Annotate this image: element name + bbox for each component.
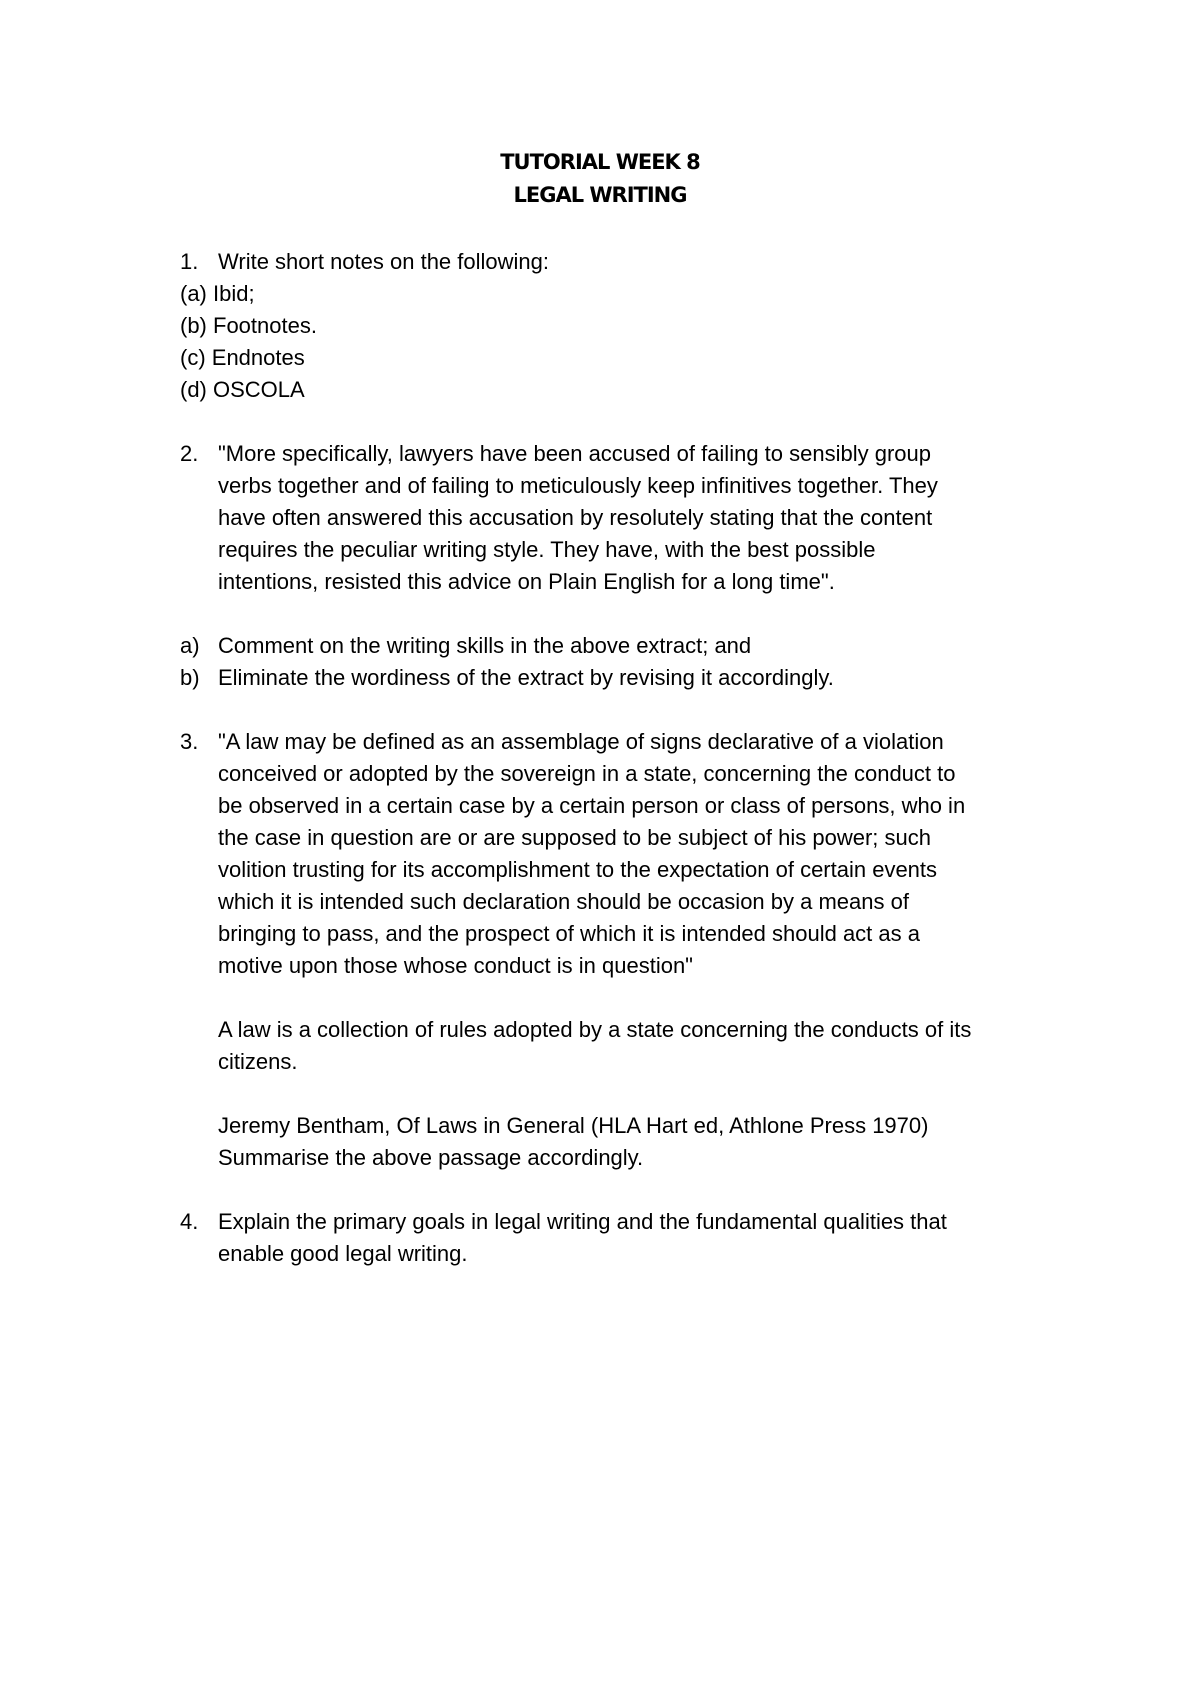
question-number: 4. bbox=[180, 1209, 199, 1234]
quote-line: volition trusting for its accomplishment to the expectation of certain events bbox=[218, 857, 938, 882]
quote-line: be observed in a certain case by a certain person or class of persons, who in bbox=[218, 793, 966, 818]
question-line: Explain the primary goals in legal writing and the fundamental qualities that bbox=[218, 1209, 947, 1234]
summary-line: citizens. bbox=[218, 1049, 298, 1074]
question-4 bbox=[180, 1206, 1060, 1270]
document-title: TUTORIAL WEEK 8 bbox=[500, 150, 700, 174]
quote-line: which it is intended such declaration should be occasion by a means of bbox=[218, 889, 909, 914]
question-number: 2. bbox=[180, 441, 199, 466]
question-prompt: Write short notes on the following: bbox=[218, 249, 549, 274]
question-2 bbox=[180, 438, 1060, 598]
list-item: (c) Endnotes bbox=[180, 345, 305, 370]
citation: Jeremy Bentham, Of Laws in General (HLA Hart ed, Athlone Press 1970) bbox=[218, 1113, 929, 1138]
instruction: Summarise the above passage accordingly. bbox=[218, 1145, 644, 1170]
question-3 bbox=[180, 726, 1060, 982]
part-text: Comment on the writing skills in the above extract; and bbox=[218, 633, 752, 658]
extract-line: requires the peculiar writing style. They have, with the best possible bbox=[218, 537, 876, 562]
question-line: enable good legal writing. bbox=[218, 1241, 468, 1266]
question-number: 3. bbox=[180, 729, 199, 754]
question-2-part-b bbox=[180, 662, 1060, 694]
list-item: (d) OSCOLA bbox=[180, 377, 305, 402]
extract-line: intentions, resisted this advice on Plain English for a long time". bbox=[218, 569, 835, 594]
document-subtitle: LEGAL WRITING bbox=[513, 183, 687, 207]
extract-line: have often answered this accusation by resolutely stating that the content bbox=[218, 505, 933, 530]
summary-line: A law is a collection of rules adopted by a state concerning the conducts of its bbox=[218, 1017, 972, 1042]
question-1 bbox=[180, 246, 1060, 278]
list-item: (b) Footnotes. bbox=[180, 313, 317, 338]
part-text: Eliminate the wordiness of the extract by revising it accordingly. bbox=[218, 665, 834, 690]
extract-line: verbs together and of failing to meticulously keep infinitives together. They bbox=[218, 473, 938, 498]
extract-line: "More specifically, lawyers have been accused of failing to sensibly group bbox=[218, 441, 931, 466]
part-label: b) bbox=[180, 665, 200, 690]
quote-line: bringing to pass, and the prospect of which it is intended should act as a bbox=[218, 921, 920, 946]
question-1-items bbox=[180, 278, 1060, 406]
question-3-summary bbox=[218, 1014, 1060, 1078]
part-label: a) bbox=[180, 633, 200, 658]
question-number: 1. bbox=[180, 249, 199, 274]
question-extract bbox=[218, 438, 1060, 598]
question-2-part-a bbox=[180, 630, 1060, 662]
quote-line: the case in question are or are supposed to be subject of his power; such bbox=[218, 825, 931, 850]
question-text bbox=[218, 1206, 1060, 1270]
document-header bbox=[0, 146, 1200, 212]
list-item: (a) Ibid; bbox=[180, 281, 255, 306]
quote-line: conceived or adopted by the sovereign in a state, concerning the conduct to bbox=[218, 761, 956, 786]
question-quote bbox=[218, 726, 1060, 982]
quote-line: "A law may be defined as an assemblage of signs declarative of a violation bbox=[218, 729, 944, 754]
question-list bbox=[180, 246, 1060, 1270]
question-3-citation-block bbox=[218, 1110, 1060, 1174]
quote-line: motive upon those whose conduct is in question" bbox=[218, 953, 693, 978]
